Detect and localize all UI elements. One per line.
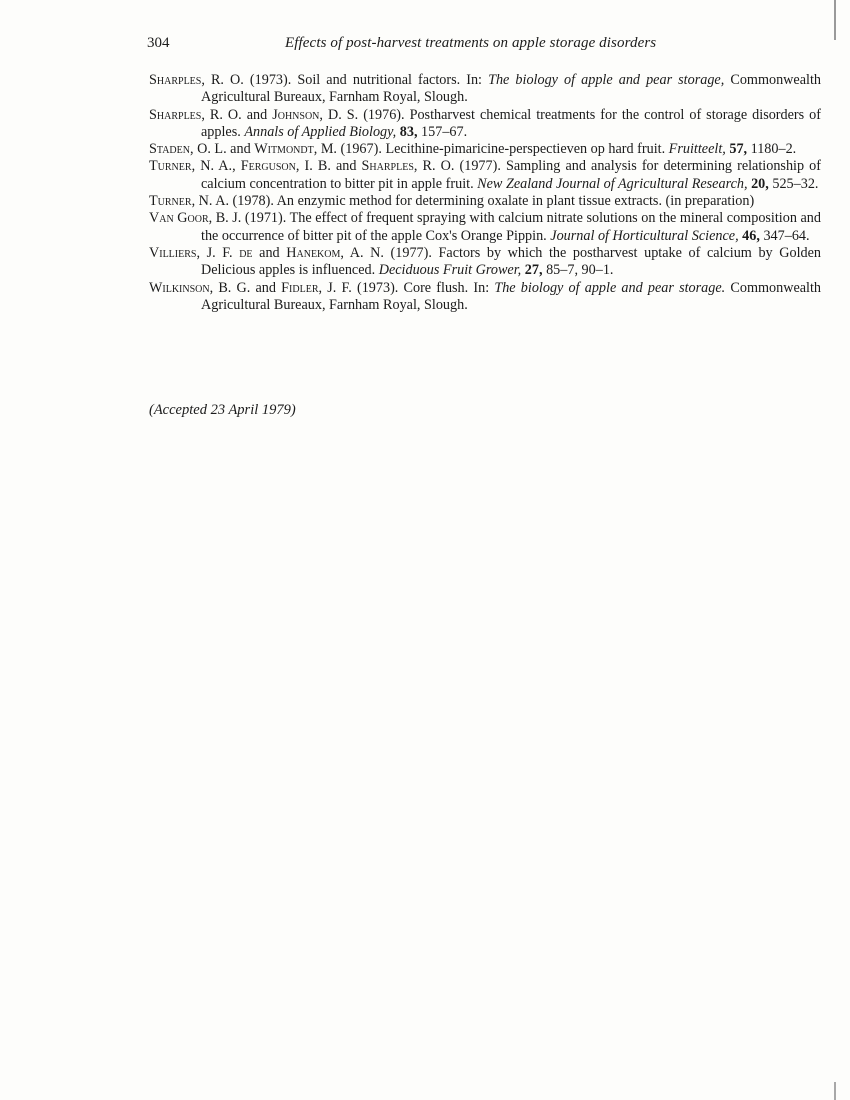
reference-entry (149, 107, 821, 142)
reference-text-segment: 46, (742, 227, 760, 244)
reference-text-segment: Staden (149, 141, 190, 158)
reference-text-segment: Sharples (361, 158, 414, 175)
reference-text-segment: Van Goor (149, 210, 209, 227)
reference-text-segment: , B. J. (1971). The effect of frequent spraying with calcium nitrate solutions on the mineral composition and the occurrence of bitter pit of the apple Cox's Orange Pippin. (201, 210, 821, 244)
reference-text-segment: The biology of apple and pear storage. (494, 279, 726, 296)
reference-list (149, 72, 821, 314)
accepted-date: (Accepted 23 April 1979) (149, 402, 296, 418)
reference-authors (149, 280, 494, 296)
reference-source (550, 228, 809, 244)
reference-text-segment: 1180–2. (747, 141, 797, 158)
reference-text-segment: Hanekom (286, 244, 341, 261)
reference-text-segment: Johnson (272, 106, 320, 123)
reference-text-segment: Commonwealth Agricultural Bureaux, Farnham Royal, Slough. (201, 72, 821, 106)
reference-text-segment: 57, (729, 141, 748, 158)
reference-text-segment: , D. S. (1976). Postharvest chemical treatments for the control of storage disorders of apples. (201, 106, 821, 140)
reference-entry (149, 193, 821, 210)
reference-text-segment: Ferguson (240, 158, 296, 175)
reference-source (669, 141, 797, 157)
reference-authors (149, 193, 754, 209)
reference-text-segment: Annals of Applied Biology, (244, 123, 397, 140)
scan-edge-mark-bottom (834, 1082, 836, 1100)
reference-text-segment: , R. O. (1977). Sampling and analysis for determining relationship of calcium concentration to bitter pit in apple fruit. (201, 158, 821, 192)
reference-text-segment: , B. G. and (209, 279, 282, 296)
reference-text-segment: 157–67. (417, 123, 468, 140)
reference-text-segment: Deciduous Fruit Grower, (378, 262, 522, 279)
reference-source (477, 176, 818, 192)
reference-text-segment: 27, (524, 262, 543, 279)
reference-text-segment: Turner (149, 193, 192, 210)
reference-text-segment: , O. L. and (189, 141, 255, 158)
reference-entry (149, 72, 821, 107)
reference-entry (149, 280, 821, 315)
scan-edge-mark (834, 0, 836, 40)
reference-text-segment: , R. O. and (201, 106, 273, 123)
reference-text-segment: , N. A. (1978). An enzymic method for determining oxalate in plant tissue extracts. (in preparation) (191, 193, 755, 210)
running-head (147, 35, 822, 57)
reference-text-segment: de (239, 244, 253, 261)
reference-text-segment: Fruitteelt, (668, 141, 726, 158)
reference-text-segment: , J. F. (1973). Core flush. In: (318, 279, 495, 296)
reference-text-segment: , R. O. (1973). Soil and nutritional factors. In: (201, 72, 489, 88)
reference-entry (149, 245, 821, 280)
reference-source (244, 124, 467, 140)
reference-text-segment: Fidler (281, 279, 319, 296)
reference-text-segment: 525–32. (768, 175, 819, 192)
reference-text-segment: Wilkinson (149, 279, 210, 296)
reference-text-segment: Villiers (149, 244, 197, 261)
reference-text-segment: 83, (399, 123, 418, 140)
reference-text-segment: Turner (149, 158, 192, 175)
reference-text-segment: , M. (1967). Lecithine-pimaricine-perspectieven op hard fruit. (313, 141, 669, 158)
reference-text-segment: The biology of apple and pear storage, (488, 72, 725, 88)
reference-text-segment: , N. A., (191, 158, 241, 175)
reference-text-segment: Witmondt (254, 141, 314, 158)
reference-text-segment: , I. B. and (295, 158, 362, 175)
reference-text-segment: , A. N. (1977). Factors by which the postharvest uptake of calcium by Golden Delicious apples is influenced. (201, 244, 822, 279)
reference-authors (149, 141, 669, 157)
reference-text-segment: and (252, 244, 287, 261)
reference-text-segment: 20, (751, 175, 769, 192)
reference-source (379, 262, 614, 278)
reference-text-segment: 347–64. (759, 227, 810, 244)
reference-text-segment: Journal of Horticultural Science, (550, 227, 739, 244)
reference-entry (149, 210, 821, 245)
reference-text-segment: 85–7, 90–1. (542, 262, 614, 279)
reference-text-segment: Sharples (149, 106, 202, 123)
reference-entry (149, 158, 821, 193)
reference-text-segment: Commonwealth Agricultural Bureaux, Farnham Royal, Slough. (201, 279, 822, 313)
reference-text-segment: Sharples (149, 72, 202, 88)
reference-entry (149, 141, 821, 158)
running-title: Effects of post-harvest treatments on apple storage disorders (285, 35, 657, 51)
reference-text-segment: , J. F. (196, 244, 240, 261)
reference-text-segment: New Zealand Journal of Agricultural Research, (477, 175, 748, 192)
reference-authors (149, 72, 488, 88)
page-number: 304 (147, 35, 170, 51)
